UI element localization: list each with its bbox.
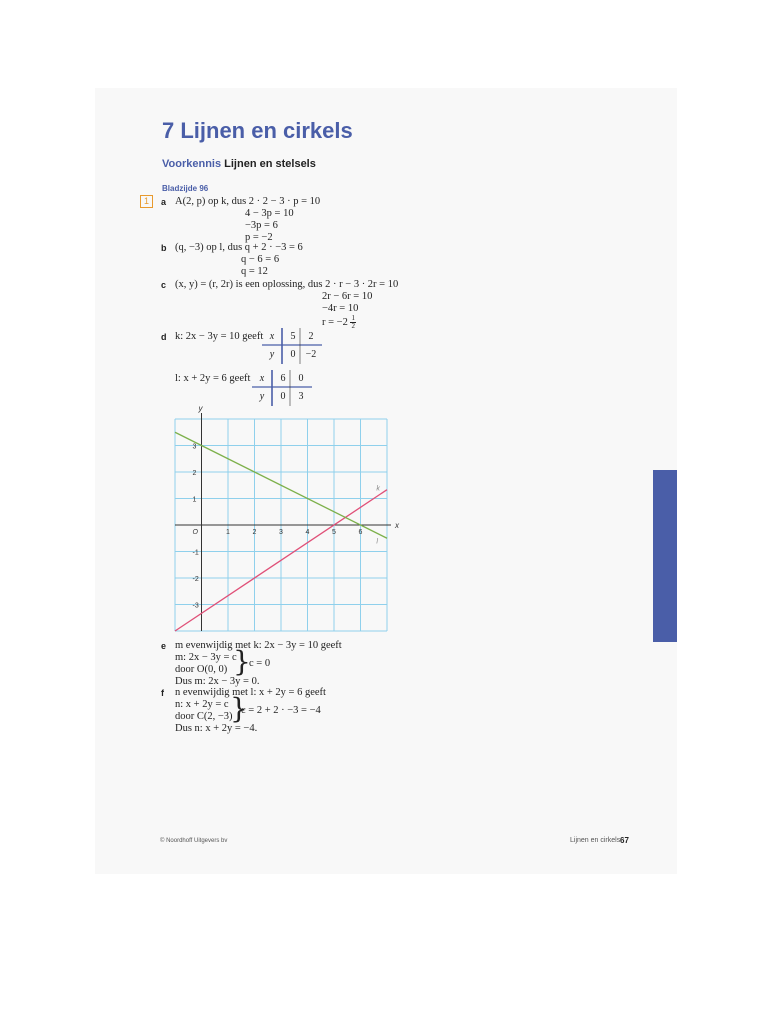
a-line-4: p = −2: [245, 232, 273, 243]
k-table-x2: 2: [308, 331, 314, 342]
e-line-4: Dus m: 2x − 3y = 0.: [175, 676, 260, 687]
series-label-l: l: [376, 538, 378, 546]
f-brace: }: [230, 692, 248, 725]
a-line-2: 4 − 3p = 10: [245, 208, 294, 219]
y-tick-label: -2: [192, 576, 199, 583]
x-tick-label: 4: [305, 529, 310, 536]
e-line-2: m: 2x − 3y = c: [175, 652, 237, 663]
c-line-4: [322, 315, 356, 330]
exercise-number: 1: [140, 195, 153, 208]
chapter-tab: [653, 470, 677, 642]
y-tick-label: 2: [192, 470, 197, 477]
k-table-y-label: y: [269, 349, 275, 360]
c-line-3: −4r = 10: [322, 303, 359, 314]
label-b: b: [161, 243, 167, 253]
k-table-x-label: x: [269, 331, 275, 342]
l-table-x1: 6: [280, 373, 286, 384]
x-tick-label: 3: [279, 529, 283, 536]
b-line-2: q − 6 = 6: [241, 254, 280, 265]
y-tick-label: 1: [192, 496, 197, 504]
coordinate-graph: [160, 405, 410, 637]
e-line-1: m evenwijdig met k: 2x − 3y = 10 geeft: [175, 640, 342, 651]
l-table-y1: 0: [280, 391, 286, 402]
x-axis-label: x: [395, 521, 399, 530]
y-tick-label: -3: [192, 602, 199, 610]
x-tick-label: 2: [252, 529, 257, 536]
fraction-half: $\frac{1}{2}$: [351, 314, 355, 330]
label-e: e: [161, 641, 167, 651]
label-d: d: [161, 332, 167, 342]
k-table-x1: 5: [290, 331, 296, 342]
a-line-3: −3p = 6: [245, 220, 278, 231]
c-line-2: 2r − 6r = 10: [322, 291, 373, 302]
l-table-x2: 0: [298, 373, 304, 384]
origin-label: O: [192, 529, 198, 536]
footer-page-number: 67: [620, 836, 629, 845]
y-axis-label: y: [198, 405, 203, 413]
f-line-3: door C(2, −3): [175, 711, 233, 722]
l-table-y2: 3: [298, 391, 304, 402]
x-tick-label: 5: [332, 529, 336, 536]
page-reference: Bladzijde 96: [162, 184, 209, 193]
section-name: Lijnen en stelsels: [224, 158, 316, 170]
l-table-x-label: x: [259, 373, 265, 384]
f-line-2: n: x + 2y = c: [175, 699, 229, 710]
e-result: c = 0: [249, 658, 271, 669]
b-line-1: (q, −3) op l, dus q + 2 · −3 = 6: [175, 242, 303, 253]
d-k-label: k: 2x − 3y = 10 geeft: [175, 331, 264, 342]
x-tick-label: 6: [358, 529, 363, 536]
chapter-title: 7 Lijnen en cirkels: [162, 118, 353, 143]
label-a: a: [161, 197, 167, 207]
c-line-1: (x, y) = (r, 2r) is een oplossing, dus 2 · r − 3 · 2r = 10: [175, 279, 399, 290]
footer-copyright: © Noordhoff Uitgevers bv: [160, 838, 228, 844]
y-tick-label: -1: [192, 549, 199, 557]
section-prefix: Voorkennis: [162, 158, 222, 170]
label-c: c: [161, 280, 167, 290]
k-table-y2: −2: [305, 349, 317, 360]
e-line-3: door O(0, 0): [175, 664, 228, 675]
l-table-y-label: y: [259, 391, 265, 402]
k-table-y1: 0: [290, 349, 296, 360]
a-line-1: A(2, p) op k, dus 2 · 2 − 3 · p = 10: [175, 196, 321, 207]
e-brace: }: [233, 645, 251, 678]
y-tick-label: 3: [192, 443, 197, 451]
c-line-4-text: r = −2: [322, 316, 348, 328]
footer-chapter: Lijnen en cirkels: [570, 837, 621, 844]
label-f: f: [161, 688, 164, 698]
b-line-3: q = 12: [241, 266, 268, 277]
d-l-label: l: x + 2y = 6 geeft: [175, 373, 251, 384]
f-result: c = 2 + 2 · −3 = −4: [241, 705, 321, 716]
x-tick-label: 1: [226, 529, 230, 536]
section-title: [162, 158, 316, 170]
f-line-1: n evenwijdig met l: x + 2y = 6 geeft: [175, 687, 326, 698]
f-line-4: Dus n: x + 2y = −4.: [175, 723, 258, 734]
series-label-k: k: [376, 485, 380, 493]
